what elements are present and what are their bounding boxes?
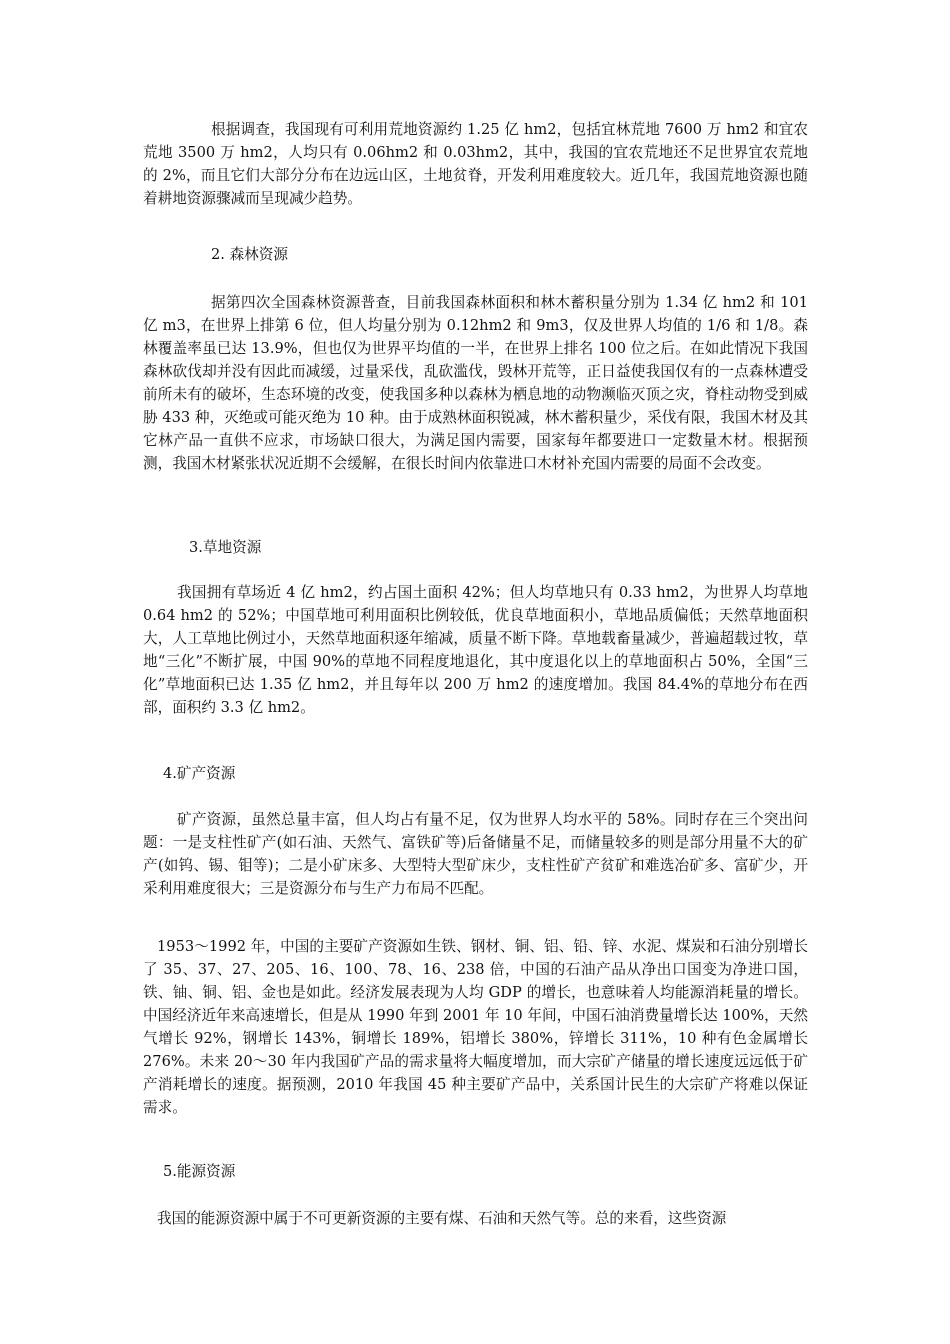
heading-energy: 5.能源资源 — [163, 1163, 236, 1180]
paragraph-mineral-1: 矿产资源，虽然总量丰富，但人均占有量不足，仅为世界人均水平的 58%。同时存在三个突出问题：一是支柱性矿产(如石油、天然气、富铁矿等)后备储量不足，而储量较多的则是部分用量不大的矿产(如钨、锡、钼等)；二是小矿床多、大型特大型矿床少，支柱性矿产贫矿和难选冶矿多、富矿少，开采利用难度很大；三是资源分布与生产力布局不匹配。 — [143, 811, 808, 897]
paragraph-grassland: 我国拥有草场近 4 亿 hm2，约占国土面积 42%；但人均草地只有 0.33 hm2，为世界人均草地 0.64 hm2 的 52%；中国草地可利用面积比例较低，优良草地面积小，草地品质偏低；天然草地面积大，人工草地比例过小，天然草地面积逐年缩减，质量不断下降。草地载畜量减少，普遍超载过牧，草地“三化”不断扩展，中国 90%的草地不同程度地退化，其中度退化以上的草地面积占 50%，全国“三化”草地面积已达 1.35 亿 hm2，并且每年以 200 万 hm2 的速度增加。我国 84.4%的草地分布在西部，面积约 3.3 亿 hm2。 — [143, 584, 808, 716]
heading-forest: 2. 森林资源 — [211, 246, 288, 263]
paragraph-forest: 据第四次全国森林资源普查，目前我国森林面积和林木蓄积量分别为 1.34 亿 hm2 和 101 亿 m3，在世界上排第 6 位，但人均量分别为 0.12hm2 和 9m3，仅及世界人均值的 1/6 和 1/8。森林覆盖率虽已达 13.9%，但也仅为世界平均值的一半，在世界上排名 100 位之后。在如此情况下我国森林砍伐却并没有因此而减缓，过量采伐，乱砍滥伐，毁林开荒等，正日益使我国仅有的一点森林遭受前所未有的破坏，生态环境的改变，使我国多种以森林为栖息地的动物濒临灭顶之灾，脊柱动物受到威胁 433 种，灭绝或可能灭绝为 10 种。由于成熟林面积锐减，林木蓄积量少，采伐有限，我国木材及其它林产品一直供不应求，市场缺口很大，为满足国内需要，国家每年都要进口一定数量木材。根据预测，我国木材紧张状况近期不会缓解，在很长时间内依靠进口木材补充国内需要的局面不会改变。 — [143, 294, 808, 472]
paragraph-mineral-2: 1953～1992 年，中国的主要矿产资源如生铁、钢材、铜、铝、铅、锌、水泥、煤炭和石油分别增长了 35、37、27、205、16、100、78、16、238 倍，中国的石油产品从净出口国变为净进口国，铁、铀、铜、铝、金也是如此。经济发展表现为人均 GDP 的增长，也意味着人均能源消耗量的增长。中国经济近年来高速增长，但是从 1990 年到 2001 年 10 年间，中国石油消费量增长达 100%，天然气增长 92%，钢增长 143%，铜增长 189%，铝增长 380%，锌增长 311%，10 种有色金属增长 276%。未来 20～30 年内我国矿产品的需求量将大幅度增加，而大宗矿产储量的增长速度远远低于矿产消耗增长的速度。据预测，2010 年我国 45 种主要矿产品中，关系国计民生的大宗矿产将难以保证需求。 — [143, 938, 808, 1116]
heading-grassland: 3.草地资源 — [189, 539, 262, 556]
heading-mineral: 4.矿产资源 — [163, 765, 236, 782]
paragraph-wasteland: 根据调查，我国现有可利用荒地资源约 1.25 亿 hm2，包括宜林荒地 7600 万 hm2 和宜农荒地 3500 万 hm2，人均只有 0.06hm2 和 0.03hm2，其中，我国的宜农荒地还不足世界宜农荒地的 2%，而且它们大部分分布在边远山区，土地贫脊，开发利用难度较大。近几年，我国荒地资源也随着耕地资源骤减而呈现减少趋势。 — [143, 121, 808, 207]
paragraph-energy: 我国的能源资源中属于不可更新资源的主要有煤、石油和天然气等。总的来看，这些资源 — [157, 1210, 727, 1227]
